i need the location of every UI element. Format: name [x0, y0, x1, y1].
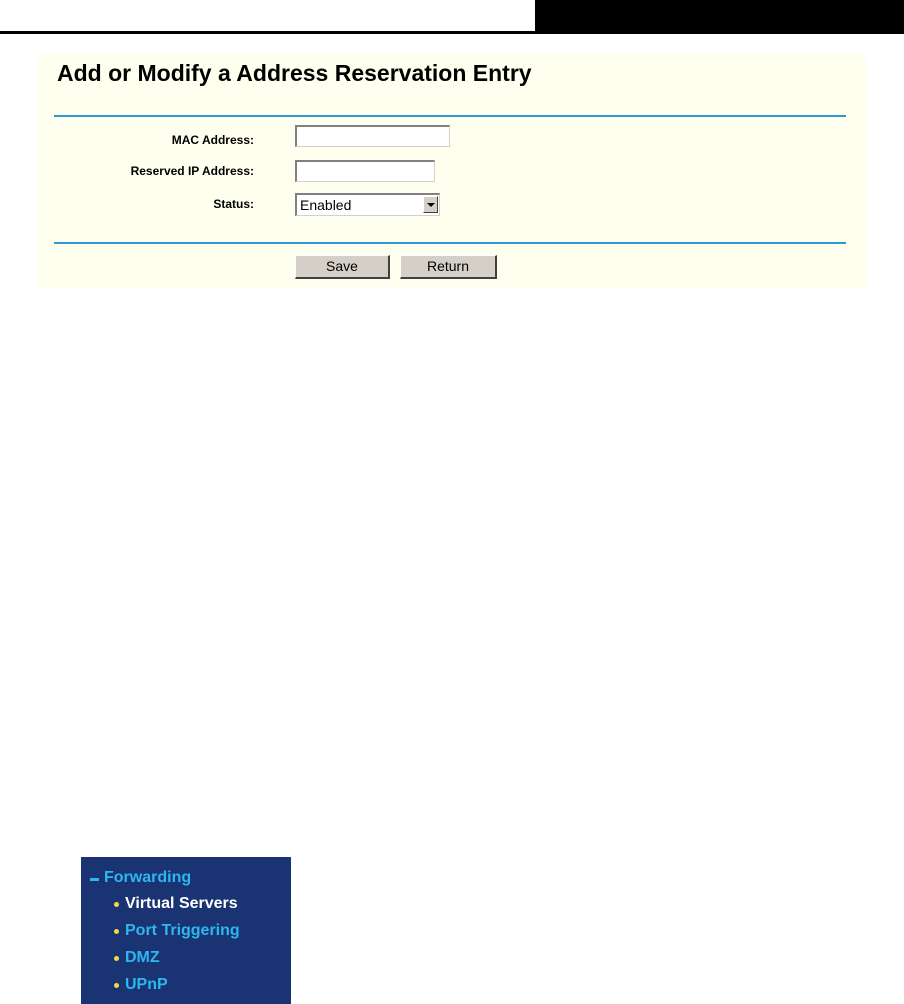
page-title: Add or Modify a Address Reservation Entry	[57, 60, 532, 86]
status-label: Status:	[213, 197, 254, 211]
menu-item-port-triggering[interactable]	[125, 922, 240, 940]
forwarding-menu	[81, 857, 291, 1004]
menu-item-virtual-servers[interactable]	[125, 895, 238, 913]
menu-item-label: DMZ	[125, 949, 160, 966]
collapse-icon	[90, 878, 99, 881]
bullet-icon	[114, 956, 119, 961]
menu-heading-label: Forwarding	[104, 869, 192, 886]
menu-item-label: Port Triggering	[125, 922, 240, 939]
status-select-value: Enabled	[300, 197, 352, 213]
save-button[interactable]: Save	[295, 255, 390, 279]
reserved-ip-label: Reserved IP Address:	[130, 164, 254, 178]
menu-heading-forwarding[interactable]	[90, 869, 191, 887]
bullet-icon	[114, 902, 119, 907]
header-bar	[535, 0, 904, 34]
return-button[interactable]: Return	[400, 255, 497, 279]
reserved-ip-field[interactable]	[295, 160, 435, 182]
chevron-down-icon[interactable]	[423, 196, 438, 213]
mac-address-field[interactable]	[295, 125, 450, 147]
header-rule	[0, 31, 904, 34]
bullet-icon	[114, 929, 119, 934]
divider-top	[54, 115, 846, 117]
menu-item-label: UPnP	[125, 976, 168, 993]
bullet-icon	[114, 983, 119, 988]
address-reservation-form	[37, 54, 866, 289]
status-select[interactable]	[295, 193, 440, 216]
menu-item-label: Virtual Servers	[125, 895, 238, 912]
menu-item-dmz[interactable]	[125, 949, 160, 967]
menu-item-upnp[interactable]	[125, 976, 168, 994]
divider-bottom	[54, 242, 846, 244]
mac-address-label: MAC Address:	[171, 133, 254, 147]
